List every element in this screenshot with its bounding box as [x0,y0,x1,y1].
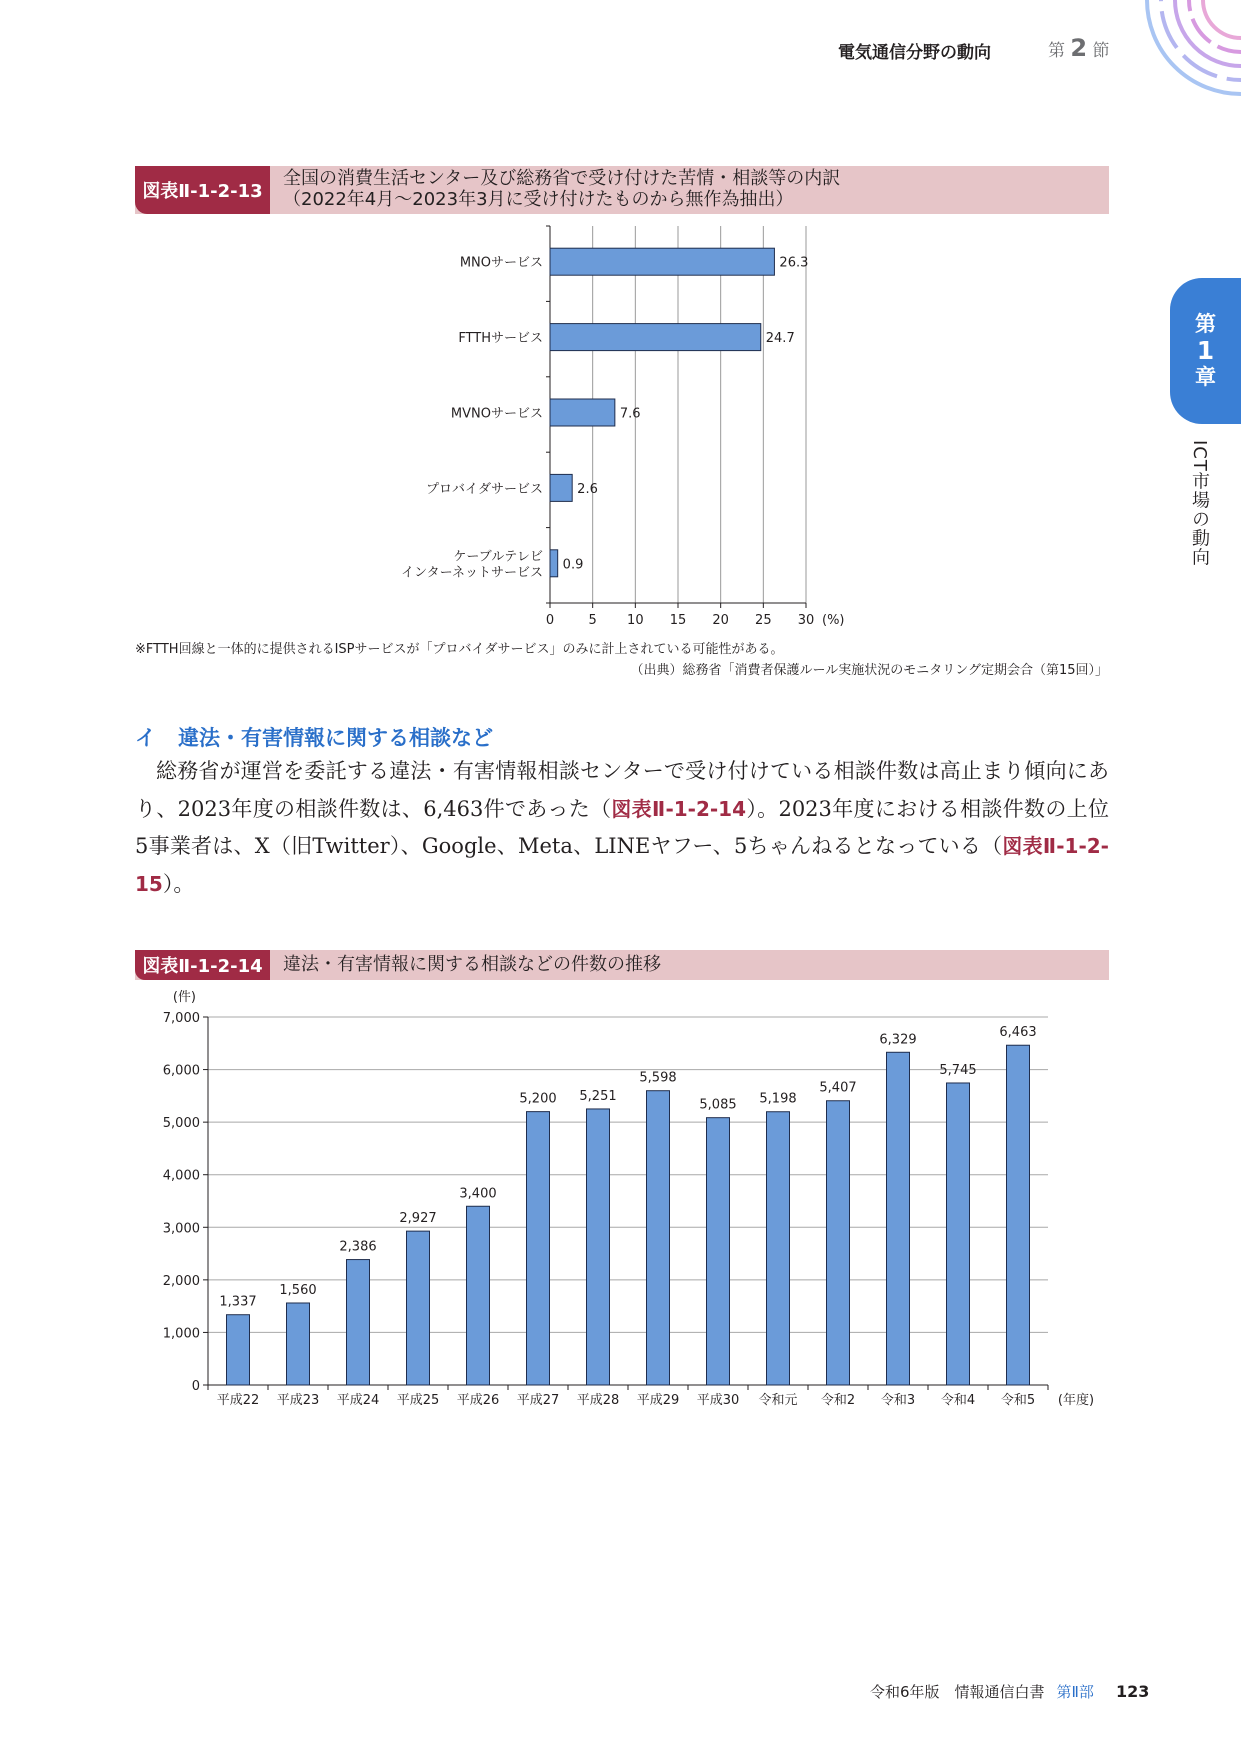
figure1-source: （出典）総務省「消費者保護ルール実施状況のモニタリング定期会合（第15回）」 [630,663,1108,678]
x-tick-label: 25 [755,613,772,628]
figure-ref-link-15[interactable]: 図表Ⅱ-1-2-15 [135,834,1109,896]
x-category-label: 平成27 [516,1393,560,1408]
bar [887,1052,910,1385]
x-unit-label: (%) [822,613,845,628]
category-label: MVNOサービス [450,406,543,422]
x-tick-label: 20 [712,613,729,628]
page-number: 123 [1115,1682,1150,1701]
bar [827,1101,850,1385]
x-category-label: 令和3 [880,1393,916,1408]
x-category-label: 平成28 [576,1393,620,1408]
figure-ref-link-14[interactable]: 図表Ⅱ-1-2-14 [611,796,747,821]
page-footer [870,1681,1149,1702]
y-tick-label: 1,000 [162,1326,200,1342]
x-tick-label: 30 [797,613,815,628]
side-tab-line1: 第 [1195,312,1216,337]
section-heading-text: 違法・有害情報に関する相談など [178,726,493,750]
x-unit-label: (年度) [1057,1393,1095,1408]
x-category-label: 平成22 [216,1393,260,1408]
figure2-tag: 図表Ⅱ-1-2-14 [135,950,270,980]
chapter-prefix: 第 [1048,41,1065,61]
y-tick-label: 5,000 [162,1116,200,1132]
running-header-section: 電気通信分野の動向 [838,43,991,63]
bar [767,1112,790,1385]
x-tick-label: 0 [545,613,555,628]
bar [947,1083,970,1385]
bar [407,1231,430,1385]
figure1-title-line2: （2022年4月～2023年3月に受け付けたものから無作為抽出） [283,188,794,210]
bar-value-label: 7.6 [619,406,641,422]
side-tab-line2: 1 [1196,335,1215,365]
bar-value-label: 1,337 [219,1294,257,1310]
bar [587,1109,610,1385]
bar [1007,1045,1030,1385]
footer-edition: 令和6年版 情報通信白書 [870,1683,1045,1701]
y-tick-label: 6,000 [162,1063,200,1079]
y-tick-label: 2,000 [162,1273,200,1289]
y-tick-label: 7,000 [162,1011,200,1026]
bar-value-label: 5,407 [819,1080,857,1096]
category-label: ケーブルテレビ [453,549,543,565]
bar-value-label: 5,085 [699,1097,737,1113]
bar-value-label: 2,927 [399,1211,437,1227]
bar [707,1118,730,1385]
y-unit-label: (件) [172,990,196,1005]
body-text-part3: ）。 [162,871,195,896]
body-text-part1: 総務省が運営を委託する違法・有害情報相談センターで受け付けている相談件数は高止まり傾向にあり、2023年度の相談件数は、6,463件であった（ [135,759,1109,821]
x-category-label: 平成25 [396,1393,440,1408]
category-label: プロバイダサービス [425,481,543,497]
side-tab-line3: 章 [1195,365,1216,390]
x-category-label: 令和4 [940,1393,976,1408]
bar-value-label: 0.9 [562,557,584,573]
footer-part: 第Ⅱ部 [1056,1683,1094,1701]
bar-value-label: 5,198 [759,1091,797,1107]
bar [647,1091,670,1385]
bar-value-label: 3,400 [459,1186,497,1202]
bar [287,1303,310,1385]
bar-value-label: 6,463 [999,1025,1037,1041]
bar-value-label: 26.3 [779,255,809,271]
chapter-suffix: 節 [1092,41,1110,61]
x-category-label: 令和5 [1000,1393,1036,1408]
bar [227,1315,250,1385]
figure1-note: ※FTTH回線と一体的に提供されるISPサービスが「プロバイダサービス」のみに計上されている可能性がある。 [135,642,784,657]
bar-value-label: 2,386 [339,1239,377,1255]
bar-value-label: 2.6 [577,481,598,497]
x-tick-label: 5 [588,613,597,628]
bar-value-label: 5,598 [639,1070,677,1086]
x-category-label: 令和元 [758,1393,798,1408]
body-text-part2: ）。2023年度における相談件数の上位5事業者は、X（旧Twitter）、Google、Meta、LINEヤフー、5ちゃんねるとなっている（ [135,796,1109,858]
x-category-label: 平成24 [336,1393,380,1408]
y-tick-label: 4,000 [162,1168,200,1184]
x-tick-label: 15 [669,613,687,628]
figure2-title: 違法・有害情報に関する相談などの件数の推移 [283,954,661,975]
category-label: インターネットサービス [401,565,543,581]
bar-value-label: 1,560 [279,1282,317,1298]
bar [347,1260,370,1385]
bar-value-label: 5,251 [579,1088,617,1104]
bar-value-label: 6,329 [879,1032,917,1048]
y-tick-label: 3,000 [162,1221,200,1237]
x-category-label: 平成26 [456,1393,500,1408]
figure1-tag: 図表Ⅱ-1-2-13 [135,166,270,214]
bar-value-label: 24.7 [765,331,795,347]
bar [527,1112,550,1385]
x-category-label: 平成23 [276,1393,320,1408]
category-label: MNOサービス [459,255,543,271]
bar [467,1206,490,1385]
chapter-number: 2 [1070,34,1088,62]
side-chapter-title: ICT市場の動向 [1189,440,1210,567]
x-category-label: 令和2 [820,1393,856,1408]
category-label: FTTHサービス [458,331,543,347]
section-mark: イ [135,726,156,750]
x-category-label: 平成29 [636,1393,680,1408]
x-tick-label: 10 [627,613,644,628]
figure1-title-line1: 全国の消費生活センター及び総務省で受け付けた苦情・相談等の内訳 [283,168,841,189]
bar-value-label: 5,745 [939,1062,977,1078]
x-category-label: 平成30 [696,1393,740,1408]
bar-value-label: 5,200 [519,1091,557,1107]
y-tick-label: 0 [191,1379,200,1394]
